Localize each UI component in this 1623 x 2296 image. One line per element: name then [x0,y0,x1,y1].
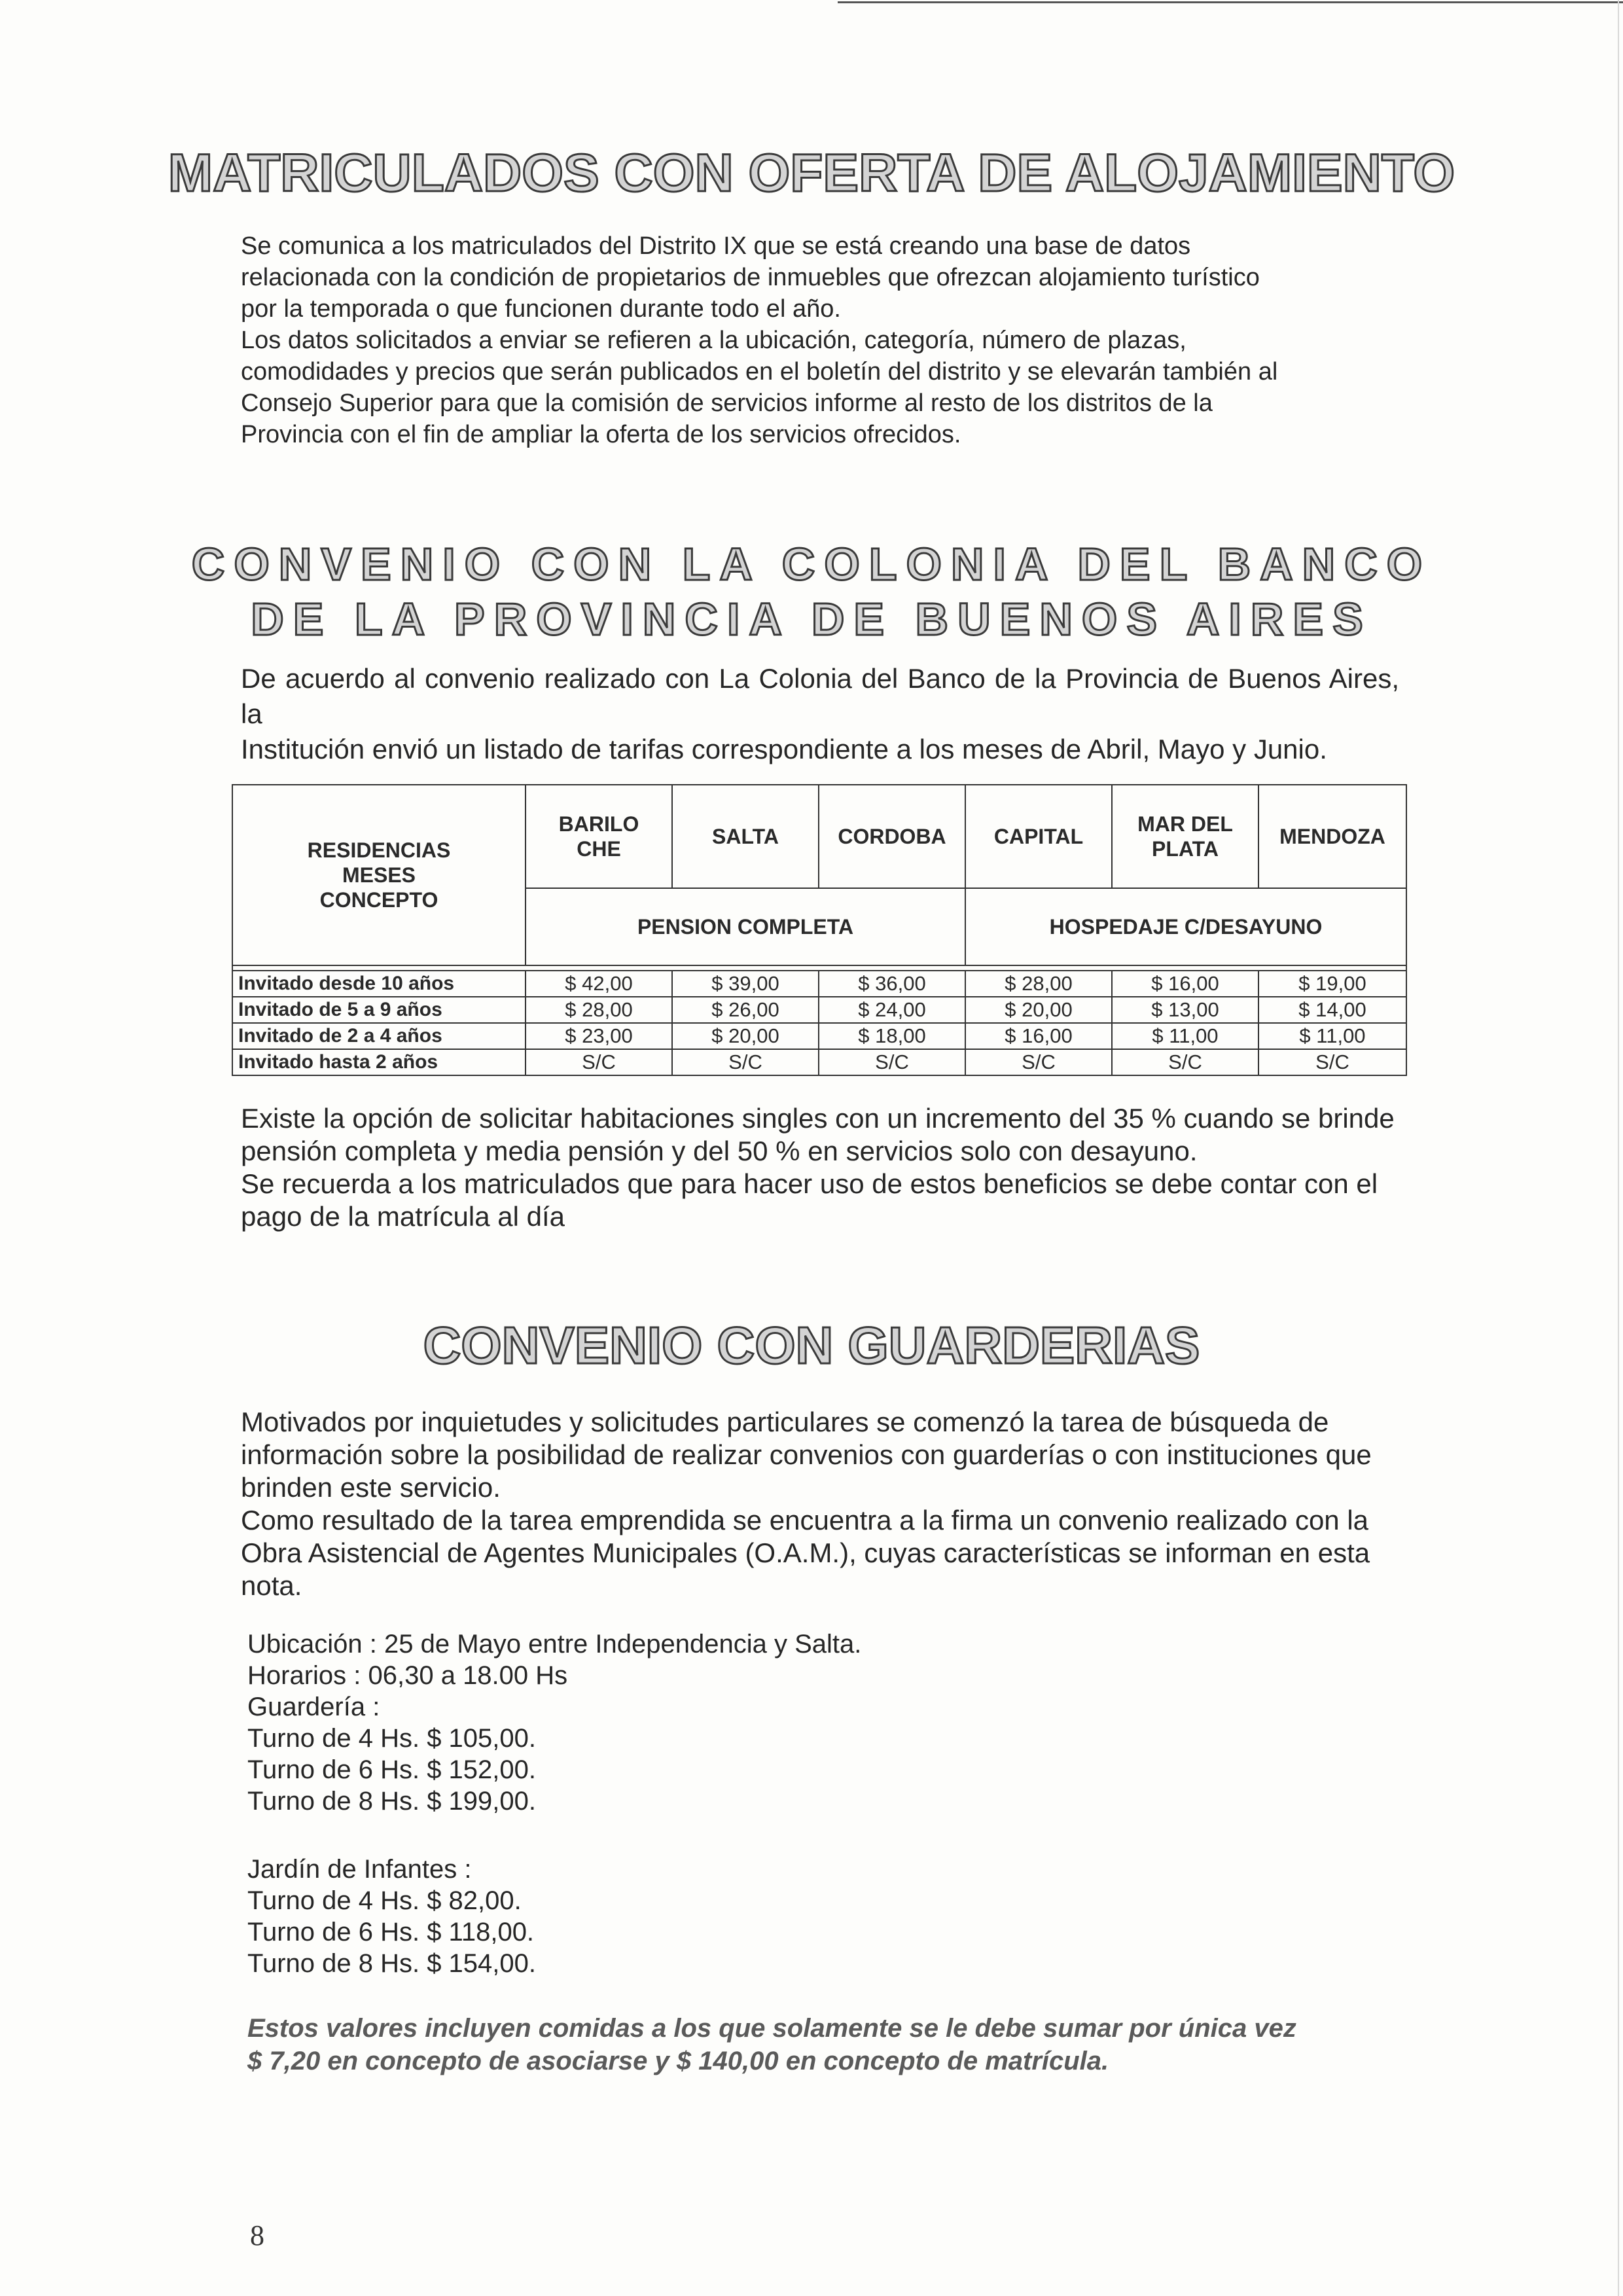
text-line: relacionada con la condición de propietarios de inmuebles que ofrezcan alojamiento turístico [241,264,1260,291]
text-line: Consejo Superior para que la comisión de servicios informe al resto de los distritos de la [241,389,1213,417]
section3-paragraph [241,1406,1399,1602]
section1-title: MATRICULADOS CON OFERTA DE ALOJAMIENTO [168,143,1455,203]
group-header-pension: PENSION COMPLETA [526,888,965,965]
text-line: Los datos solicitados a enviar se refieren a la ubicación, categoría, número de plazas, [241,327,1186,354]
list-item: Guardería : [247,1693,380,1721]
table-cell: S/C [1258,1049,1406,1075]
table-cell: S/C [965,1049,1112,1075]
table-cell: $ 36,00 [819,971,965,997]
text-line: comodidades y precios que serán publicados en el boletín del distrito y se elevarán también al [241,358,1278,386]
row-label: Invitado de 2 a 4 años [232,1023,526,1049]
table-cell: $ 19,00 [1258,971,1406,997]
table-cell: $ 16,00 [1112,971,1258,997]
scan-top-line [838,1,1623,3]
group-header-hospedaje: HOSPEDAJE C/DESAYUNO [965,888,1406,965]
guarderia-list [247,1628,861,1817]
column-header: SALTA [672,785,819,888]
text-line: por la temporada o que funcionen durante todo el año. [241,295,841,323]
text-line: pago de la matrícula al día [241,1201,565,1232]
table-row [232,971,1406,997]
scan-right-edge [1618,0,1619,2296]
table-cell: $ 39,00 [672,971,819,997]
text-line: pensión completa y media pensión y del 50 % en servicios solo con desayuno. [241,1136,1198,1166]
text-line: información sobre la posibilidad de realizar convenios con guarderías o con instituciones que [241,1439,1372,1470]
note-line: $ 7,20 en concepto de asociarse y $ 140,00 en concepto de matrícula. [247,2047,1109,2075]
table-cell: S/C [526,1049,672,1075]
concept-line: CONCEPTO [319,888,438,912]
text-line: nota. [241,1570,302,1601]
text-line: Como resultado de la tarea emprendida se encuentra a la firma un convenio realizado con la [241,1505,1369,1535]
column-header: BARILO CHE [526,785,672,888]
column-header: MENDOZA [1258,785,1406,888]
row-label: Invitado desde 10 años [232,971,526,997]
column-header: CAPITAL [965,785,1112,888]
list-item: Turno de 8 Hs. $ 154,00. [247,1949,537,1978]
list-item: Jardín de Infantes : [247,1855,472,1884]
section1-paragraph [241,230,1399,450]
table-cell: S/C [1112,1049,1258,1075]
table-cell: $ 18,00 [819,1023,965,1049]
table-row [232,997,1406,1023]
list-item: Turno de 8 Hs. $ 199,00. [247,1787,537,1816]
note-line: Estos valores incluyen comidas a los que solamente se le debe sumar por única vez [247,2014,1296,2043]
table-cell: $ 28,00 [965,971,1112,997]
table-cell: $ 23,00 [526,1023,672,1049]
table-cell: $ 16,00 [965,1023,1112,1049]
table-cell: $ 14,00 [1258,997,1406,1023]
text-line: Se recuerda a los matriculados que para hacer uso de estos beneficios se debe contar con el [241,1168,1378,1199]
list-item: Turno de 6 Hs. $ 152,00. [247,1755,537,1784]
page-number: 8 [250,2219,264,2251]
list-item: Turno de 4 Hs. $ 105,00. [247,1724,537,1753]
rates-table [232,784,1407,1076]
table-cell: S/C [819,1049,965,1075]
section2-title-line2: DE LA PROVINCIA DE BUENOS AIRES [251,594,1372,645]
list-item: Horarios : 06,30 a 18.00 Hs [247,1661,568,1690]
section2-intro [241,661,1399,767]
text-line: Existe la opción de solicitar habitaciones singles con un incremento del 35 % cuando se brinde [241,1103,1395,1134]
table-row [232,1049,1406,1075]
table-cell: $ 20,00 [965,997,1112,1023]
table-cell: $ 24,00 [819,997,965,1023]
text-line: Institución envió un listado de tarifas correspondiente a los meses de Abril, Mayo y Junio. [241,734,1327,764]
concept-line: RESIDENCIAS [307,838,451,862]
text-line: Provincia con el fin de ampliar la oferta de los servicios ofrecidos. [241,421,961,448]
list-item: Ubicación : 25 de Mayo entre Independencia y Salta. [247,1630,862,1659]
text-line: De acuerdo al convenio realizado con La Colonia del Banco de la Provincia de Buenos Aires, la [241,663,1399,729]
table-cell: $ 42,00 [526,971,672,997]
row-label: Invitado hasta 2 años [232,1049,526,1075]
text-line: Motivados por inquietudes y solicitudes particulares se comenzó la tarea de búsqueda de [241,1407,1329,1437]
text-line: Obra Asistencial de Agentes Municipales (O.A.M.), cuyas características se informan en esta [241,1537,1370,1568]
concept-header [232,785,526,965]
column-header: CORDOBA [819,785,965,888]
section2-title [0,537,1623,647]
table-spacer [232,965,1406,971]
jardin-list [247,1854,536,1979]
section3-title: CONVENIO CON GUARDERIAS [423,1316,1200,1374]
table-cell: S/C [672,1049,819,1075]
price-note [247,2012,1399,2077]
list-item: Turno de 6 Hs. $ 118,00. [247,1918,535,1946]
section2-title-line1: CONVENIO CON LA COLONIA DEL BANCO [191,539,1432,590]
concept-line: MESES [342,863,416,887]
table-cell: $ 20,00 [672,1023,819,1049]
table-cell: $ 11,00 [1112,1023,1258,1049]
table-cell: $ 13,00 [1112,997,1258,1023]
section2-after-text [241,1102,1399,1233]
text-line: Se comunica a los matriculados del Distrito IX que se está creando una base de datos [241,232,1191,260]
row-label: Invitado de 5 a 9 años [232,997,526,1023]
table-row [232,1023,1406,1049]
list-item: Turno de 4 Hs. $ 82,00. [247,1886,522,1915]
column-header: MAR DEL PLATA [1112,785,1258,888]
table-cell: $ 26,00 [672,997,819,1023]
table-cell: $ 28,00 [526,997,672,1023]
text-line: brinden este servicio. [241,1472,501,1503]
table-cell: $ 11,00 [1258,1023,1406,1049]
